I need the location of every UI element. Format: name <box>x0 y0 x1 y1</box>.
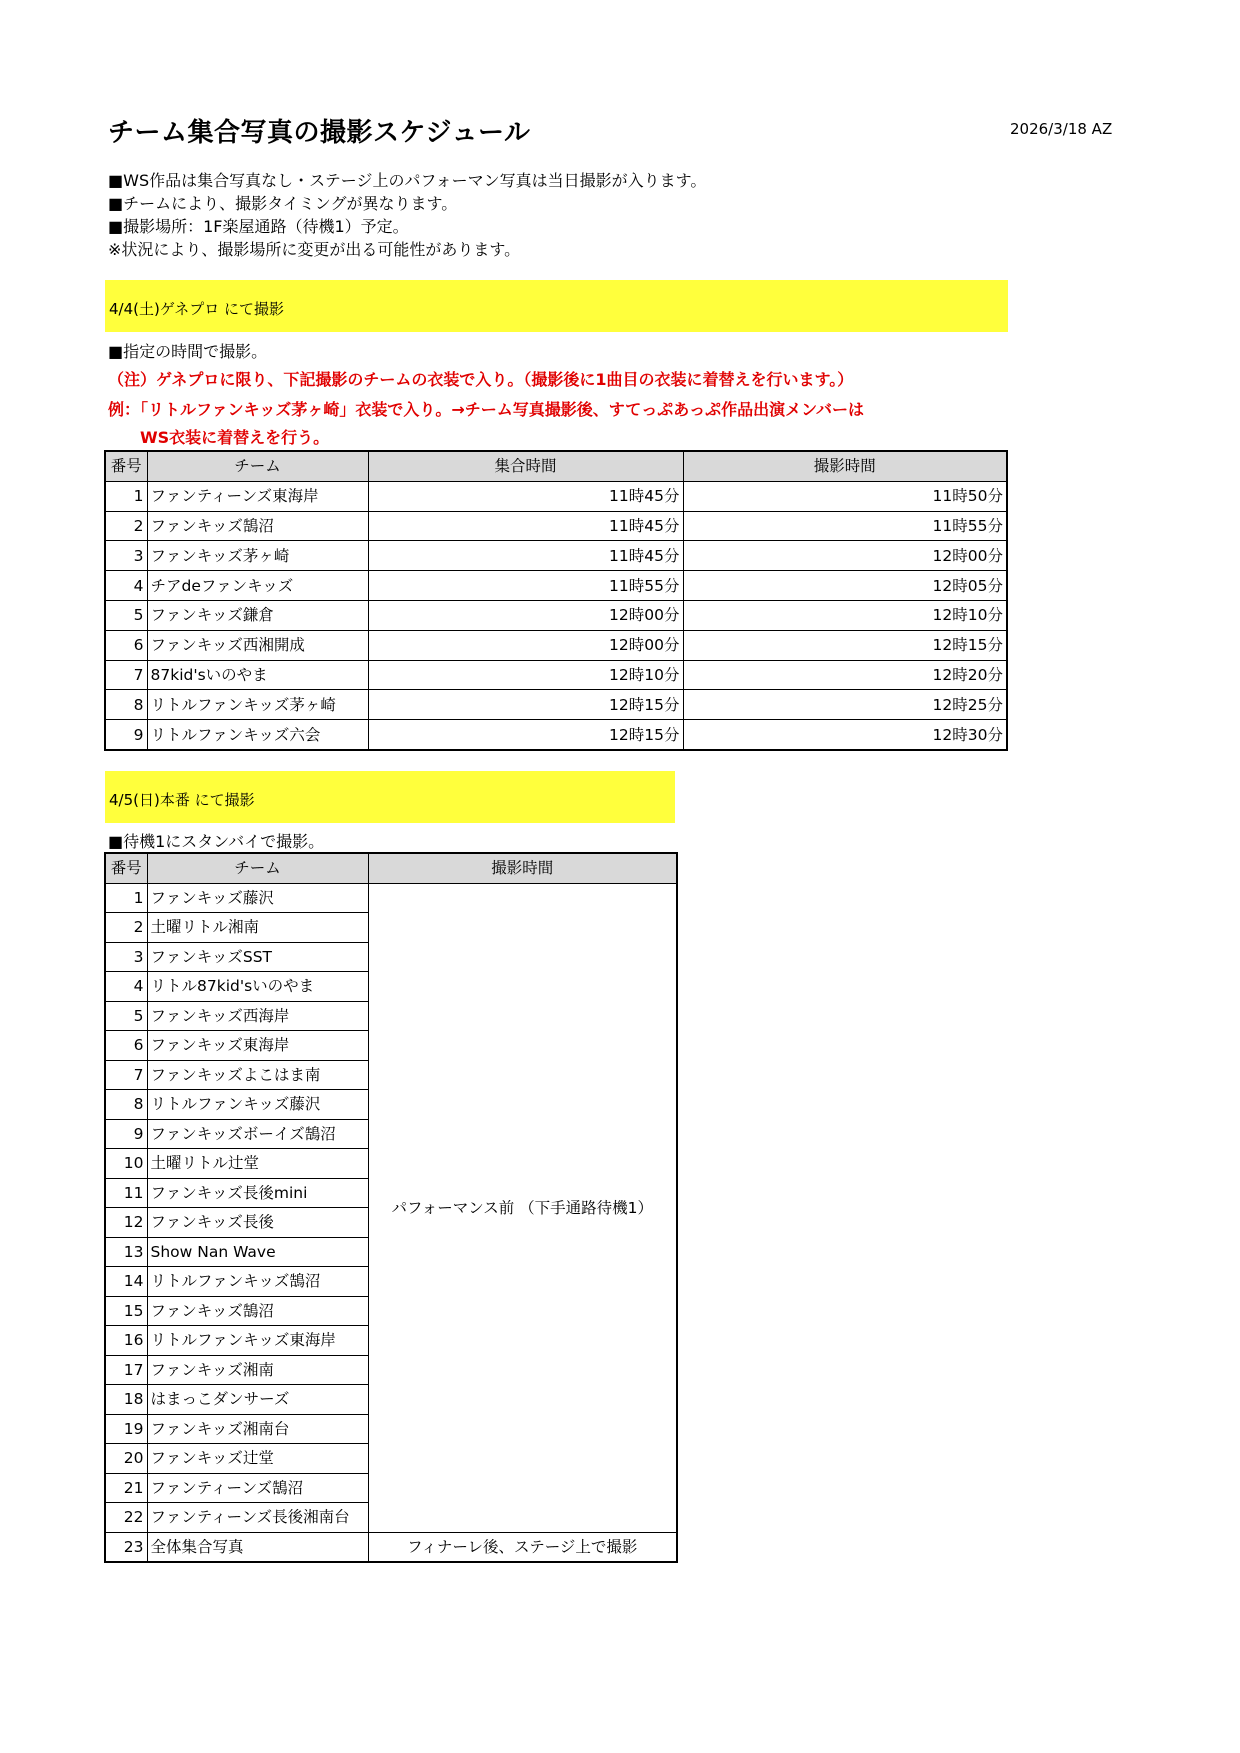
table-row <box>105 690 1007 720</box>
row-team: ファンキッズ東海岸 <box>147 1031 368 1061</box>
row-shoot-time: 12時00分 <box>683 541 1007 571</box>
row-gather-time: 12時00分 <box>368 600 683 630</box>
row-shoot-time: 12時05分 <box>683 571 1007 601</box>
row-shoot-time: 12時10分 <box>683 600 1007 630</box>
table-row <box>105 720 1007 750</box>
table-row <box>105 660 1007 690</box>
row-team: リトルファンキッズ東海岸 <box>147 1326 368 1356</box>
row-number: 15 <box>105 1296 147 1326</box>
table-row-final <box>105 1532 677 1562</box>
table-row <box>105 600 1007 630</box>
row-number: 14 <box>105 1267 147 1297</box>
row-team: 土曜リトル湘南 <box>147 913 368 943</box>
row-shoot-time: 11時55分 <box>683 511 1007 541</box>
table-row <box>105 541 1007 571</box>
section1-heading-band <box>105 280 1008 332</box>
table-row <box>105 571 1007 601</box>
section1-red-note-1: （注）ゲネプロに限り、下記撮影のチームの衣装で入り。（撮影後に1曲目の衣装に着替えを行います。） <box>108 370 854 389</box>
row-team: ファンティーンズ長後湘南台 <box>147 1503 368 1533</box>
row-number: 9 <box>105 720 147 750</box>
row-team: ファンキッズ西湘開成 <box>147 630 368 660</box>
row-team: ファンキッズ湘南台 <box>147 1414 368 1444</box>
note-timing: ■チームにより、撮影タイミングが異なります。 <box>108 194 458 213</box>
section1-instruction: ■指定の時間で撮影。 <box>108 342 268 361</box>
row-team: ファンキッズ辻堂 <box>147 1444 368 1474</box>
row-team: 土曜リトル辻堂 <box>147 1149 368 1179</box>
row-gather-time: 12時00分 <box>368 630 683 660</box>
col-header-shoot-time: 撮影時間 <box>683 451 1007 481</box>
row-gather-time: 11時45分 <box>368 541 683 571</box>
table-row <box>105 883 677 913</box>
row-team: ファンキッズ湘南 <box>147 1355 368 1385</box>
row-team: 全体集合写真 <box>147 1532 368 1562</box>
col-header-number: 番号 <box>105 451 147 481</box>
row-number: 2 <box>105 511 147 541</box>
row-number: 5 <box>105 1001 147 1031</box>
row-number: 6 <box>105 630 147 660</box>
row-number: 16 <box>105 1326 147 1356</box>
row-number: 1 <box>105 481 147 511</box>
document-date: 2026/3/18 AZ <box>1010 120 1113 138</box>
merged-shoot-time: パフォーマンス前 （下手通路待機1） <box>368 883 677 1532</box>
row-team: はまっこダンサーズ <box>147 1385 368 1415</box>
row-team: リトル87kid'sいのやま <box>147 972 368 1002</box>
row-gather-time: 11時55分 <box>368 571 683 601</box>
schedule-table-2 <box>104 852 678 1563</box>
row-number: 8 <box>105 690 147 720</box>
table-header-row <box>105 451 1007 481</box>
row-team: ファンティーンズ東海岸 <box>147 481 368 511</box>
row-team: ファンティーンズ鵠沼 <box>147 1473 368 1503</box>
row-number: 2 <box>105 913 147 943</box>
row-shoot-time: 12時20分 <box>683 660 1007 690</box>
table-row <box>105 511 1007 541</box>
row-number: 3 <box>105 942 147 972</box>
row-team: ファンキッズ西海岸 <box>147 1001 368 1031</box>
row-team: リトルファンキッズ六会 <box>147 720 368 750</box>
row-team: ファンキッズ長後mini <box>147 1178 368 1208</box>
row-team: ファンキッズ鎌倉 <box>147 600 368 630</box>
row-gather-time: 11時45分 <box>368 481 683 511</box>
row-gather-time: 12時10分 <box>368 660 683 690</box>
row-shoot-time: 12時30分 <box>683 720 1007 750</box>
row-team: ファンキッズよこはま南 <box>147 1060 368 1090</box>
row-number: 4 <box>105 972 147 1002</box>
table-row <box>105 481 1007 511</box>
row-team: ファンキッズ鵠沼 <box>147 1296 368 1326</box>
row-number: 7 <box>105 660 147 690</box>
note-ws: ■WS作品は集合写真なし・ステージ上のパフォーマン写真は当日撮影が入ります。 <box>108 171 707 190</box>
row-number: 19 <box>105 1414 147 1444</box>
row-team: ファンキッズ長後 <box>147 1208 368 1238</box>
row-gather-time: 11時45分 <box>368 511 683 541</box>
row-number: 21 <box>105 1473 147 1503</box>
row-number: 7 <box>105 1060 147 1090</box>
row-gather-time: 12時15分 <box>368 690 683 720</box>
col-header-shoot-time: 撮影時間 <box>368 853 677 883</box>
note-change: ※状況により、撮影場所に変更が出る可能性があります。 <box>108 240 521 259</box>
col-header-team: チーム <box>147 451 368 481</box>
col-header-number: 番号 <box>105 853 147 883</box>
row-number: 23 <box>105 1532 147 1562</box>
row-number: 17 <box>105 1355 147 1385</box>
section2-heading: 4/5(日)本番 にて撮影 <box>109 791 255 809</box>
section2-instruction: ■待機1にスタンバイで撮影。 <box>108 832 325 851</box>
row-number: 20 <box>105 1444 147 1474</box>
col-header-gather-time: 集合時間 <box>368 451 683 481</box>
row-shoot-time: 12時25分 <box>683 690 1007 720</box>
row-number: 9 <box>105 1119 147 1149</box>
row-team: ファンキッズボーイズ鵠沼 <box>147 1119 368 1149</box>
row-shoot-time: 11時50分 <box>683 481 1007 511</box>
section1-red-note-3: WS衣装に着替えを行う。 <box>140 428 330 447</box>
row-team: ファンキッズ茅ヶ崎 <box>147 541 368 571</box>
row-shoot-time: フィナーレ後、ステージ上で撮影 <box>368 1532 677 1562</box>
row-number: 6 <box>105 1031 147 1061</box>
row-shoot-time: 12時15分 <box>683 630 1007 660</box>
table-row <box>105 630 1007 660</box>
row-number: 13 <box>105 1237 147 1267</box>
row-team: リトルファンキッズ茅ヶ崎 <box>147 690 368 720</box>
section1-heading: 4/4(土)ゲネプロ にて撮影 <box>109 300 285 318</box>
row-team: リトルファンキッズ藤沢 <box>147 1090 368 1120</box>
note-location: ■撮影場所：1F楽屋通路（待機1）予定。 <box>108 217 409 236</box>
row-number: 4 <box>105 571 147 601</box>
schedule-table-1 <box>104 450 1008 751</box>
section1-red-note-2: 例：「リトルファンキッズ茅ヶ崎」衣装で入り。→チーム写真撮影後、すてっぷあっぷ作品出演メンバーは <box>108 400 864 419</box>
row-number: 1 <box>105 883 147 913</box>
page-title: チーム集合写真の撮影スケジュール <box>108 118 531 148</box>
row-team: チアdeファンキッズ <box>147 571 368 601</box>
section2-heading-band <box>105 771 675 823</box>
row-number: 11 <box>105 1178 147 1208</box>
row-team: リトルファンキッズ鵠沼 <box>147 1267 368 1297</box>
row-team: 87kid'sいのやま <box>147 660 368 690</box>
row-gather-time: 12時15分 <box>368 720 683 750</box>
col-header-team: チーム <box>147 853 368 883</box>
row-team: Show Nan Wave <box>147 1237 368 1267</box>
row-number: 10 <box>105 1149 147 1179</box>
row-number: 18 <box>105 1385 147 1415</box>
row-number: 8 <box>105 1090 147 1120</box>
row-team: ファンキッズSST <box>147 942 368 972</box>
table-header-row <box>105 853 677 883</box>
row-number: 5 <box>105 600 147 630</box>
row-team: ファンキッズ鵠沼 <box>147 511 368 541</box>
row-number: 22 <box>105 1503 147 1533</box>
row-number: 3 <box>105 541 147 571</box>
row-number: 12 <box>105 1208 147 1238</box>
row-team: ファンキッズ藤沢 <box>147 883 368 913</box>
